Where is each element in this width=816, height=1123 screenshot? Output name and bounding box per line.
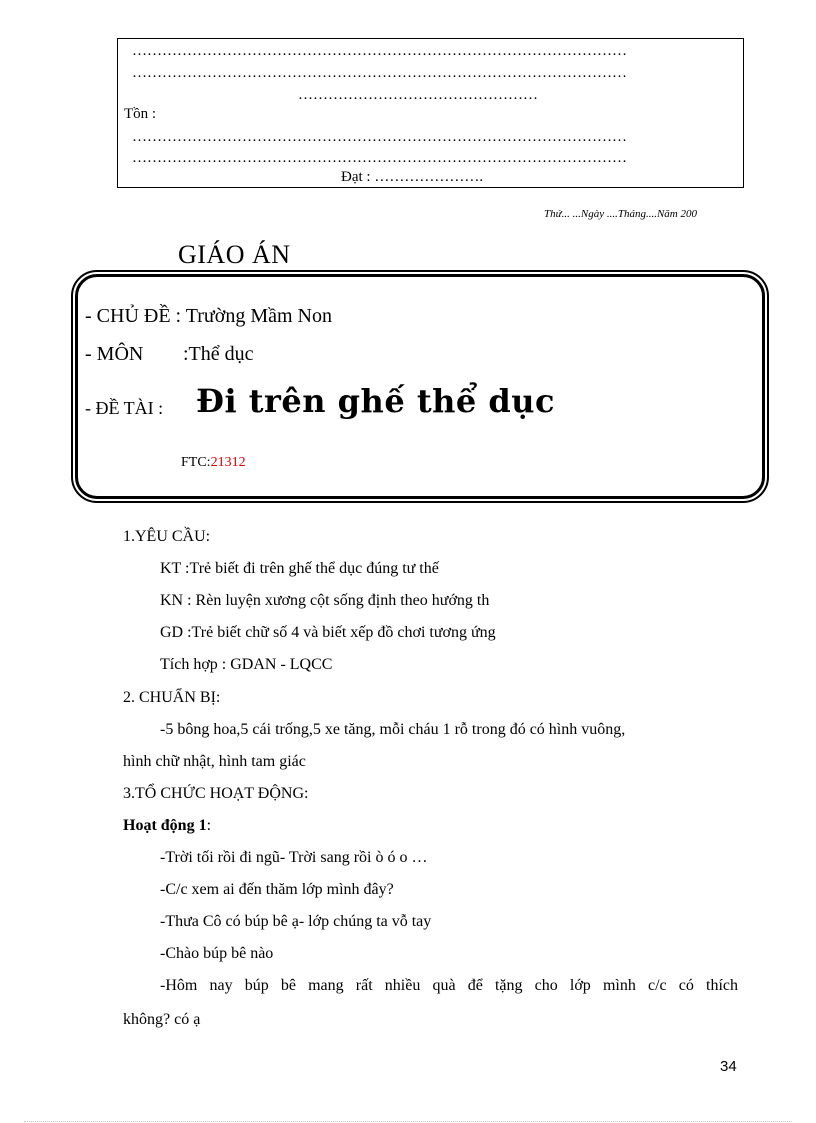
page-number: 34 [720, 1058, 737, 1075]
tich-hop-line: Tích hợp : GDAN - LQCC [160, 656, 333, 673]
activity-line-3: -Thưa Cô có búp bê ạ- lớp chúng ta vỗ tay [160, 913, 432, 930]
page-title: GIÁO ÁN [178, 240, 291, 269]
date-line: Thứ... ...Ngày ....Tháng....Năm 200 [544, 208, 697, 220]
activity-1-colon: : [206, 817, 212, 834]
activity-line-2: -C/c xem ai đến thăm lớp mình đây? [160, 881, 394, 898]
section-3-heading: 3.TỔ CHỨC HOẠT ĐỘNG: [123, 785, 309, 802]
de-tai-label: - ĐỀ TÀI : [85, 398, 164, 418]
dotted-line-3: ………………………………………… [298, 87, 538, 103]
dotted-line-1: ……………………………………………………………………………………… [132, 43, 627, 59]
prep-line-2: hình chữ nhật, hình tam giác [123, 753, 306, 770]
gd-line: GD :Trẻ biết chữ số 4 và biết xếp đồ chơi tương ứng [160, 624, 496, 641]
ftc-label: FTC: [181, 455, 211, 470]
chu-de-line: - CHỦ ĐỀ : Trường Mầm Non [85, 305, 332, 327]
dotted-line-6: ……………………………………………………………………………………… [132, 150, 627, 166]
dotted-line-2: ……………………………………………………………………………………… [132, 65, 627, 81]
mon-value: :Thể dục [183, 343, 254, 365]
ftc-line [181, 455, 246, 471]
evaluation-box [117, 38, 744, 188]
prep-line-1: -5 bông hoa,5 cái trống,5 xe tăng, mỗi cháu 1 rỗ trong đó có hình vuông, [160, 721, 626, 738]
activity-1-heading [123, 817, 211, 835]
ftc-code: 21312 [210, 455, 246, 470]
activity-line-5a: -Hôm nay búp bê mang rất nhiều quà để tặng cho lớp mình c/c có thích [160, 977, 738, 994]
mon-label: - MÔN [85, 343, 144, 365]
dotted-line-5: ……………………………………………………………………………………… [132, 129, 627, 145]
lesson-topic: Đi trên ghế thể dục [196, 382, 555, 420]
section-1-heading: 1.YÊU CẦU: [123, 528, 211, 545]
kn-line: KN : Rèn luyện xương cột sống định theo hướng th [160, 592, 490, 609]
page-bottom-rule [24, 1121, 792, 1122]
ton-label: Tồn : [124, 106, 157, 122]
activity-1-label: Hoạt động 1 [123, 817, 207, 834]
activity-line-4: -Chào búp bê nào [160, 945, 274, 962]
kt-line: KT :Trẻ biết đi trên ghế thể dục đúng tư thế [160, 560, 439, 577]
section-2-heading: 2. CHUẨN BỊ: [123, 689, 221, 706]
activity-line-5b: không? có ạ [123, 1011, 201, 1028]
dat-label: Đạt : …………………. [341, 169, 484, 185]
activity-line-1: -Trời tối rồi đi ngũ- Trời sang rồi ò ó o … [160, 849, 428, 866]
